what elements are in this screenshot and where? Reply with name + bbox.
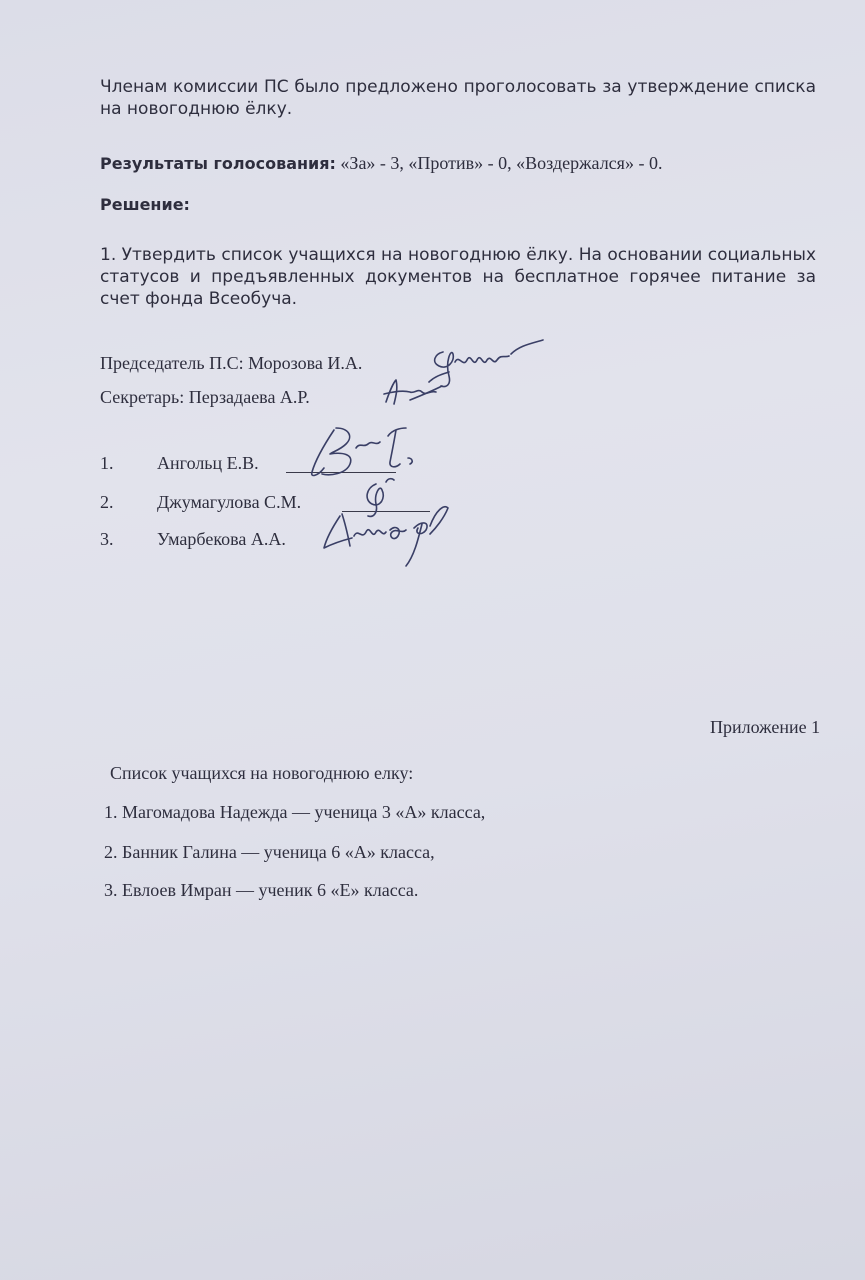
list-item: 1. Магомадова Надежда — ученица 3 «А» класса, [104,802,486,822]
chairman-line: Председатель П.С: Морозова И.А. [100,353,363,373]
decision-paragraph: 1. Утвердить список учащихся на новогоднюю ёлку. На основании социальных статусов и предъявленных документов на бесплатное горячее питание за счет фонда Всеобуча. [100,245,816,309]
voting-label: Результаты голосования: [100,154,336,173]
member-name: Джумагулова С.М. [157,492,302,512]
member-row [100,452,259,474]
list-item: 2. Банник Галина — ученица 6 «А» класса, [104,842,435,862]
secretary-signature-icon [380,372,450,412]
list-item: 3. Евлоев Имран — ученик 6 «Е» класса. [104,880,419,900]
appendix-label: Приложение 1 [710,717,821,737]
intro-paragraph: Членам комиссии ПС было предложено проголосовать за утверждение списка на новогоднюю ёлку. [100,77,816,119]
member-number: 1. [100,453,114,473]
member-number: 2. [100,492,114,512]
member-number: 3. [100,529,114,549]
list-title: Список учащихся на новогоднюю елку: [110,763,414,783]
member-name: Ангольц Е.В. [157,453,259,473]
member-name: Умарбекова А.А. [157,529,286,549]
member-row [100,528,286,550]
member-3-signature-icon [318,500,458,572]
voting-results [100,152,662,175]
voting-result: «За» - 3, «Против» - 0, «Воздержался» - 0. [335,153,663,173]
secretary-line: Секретарь: Перзадаева А.Р. [100,387,310,407]
decision-label: Решение: [100,195,190,214]
member-row [100,491,301,513]
